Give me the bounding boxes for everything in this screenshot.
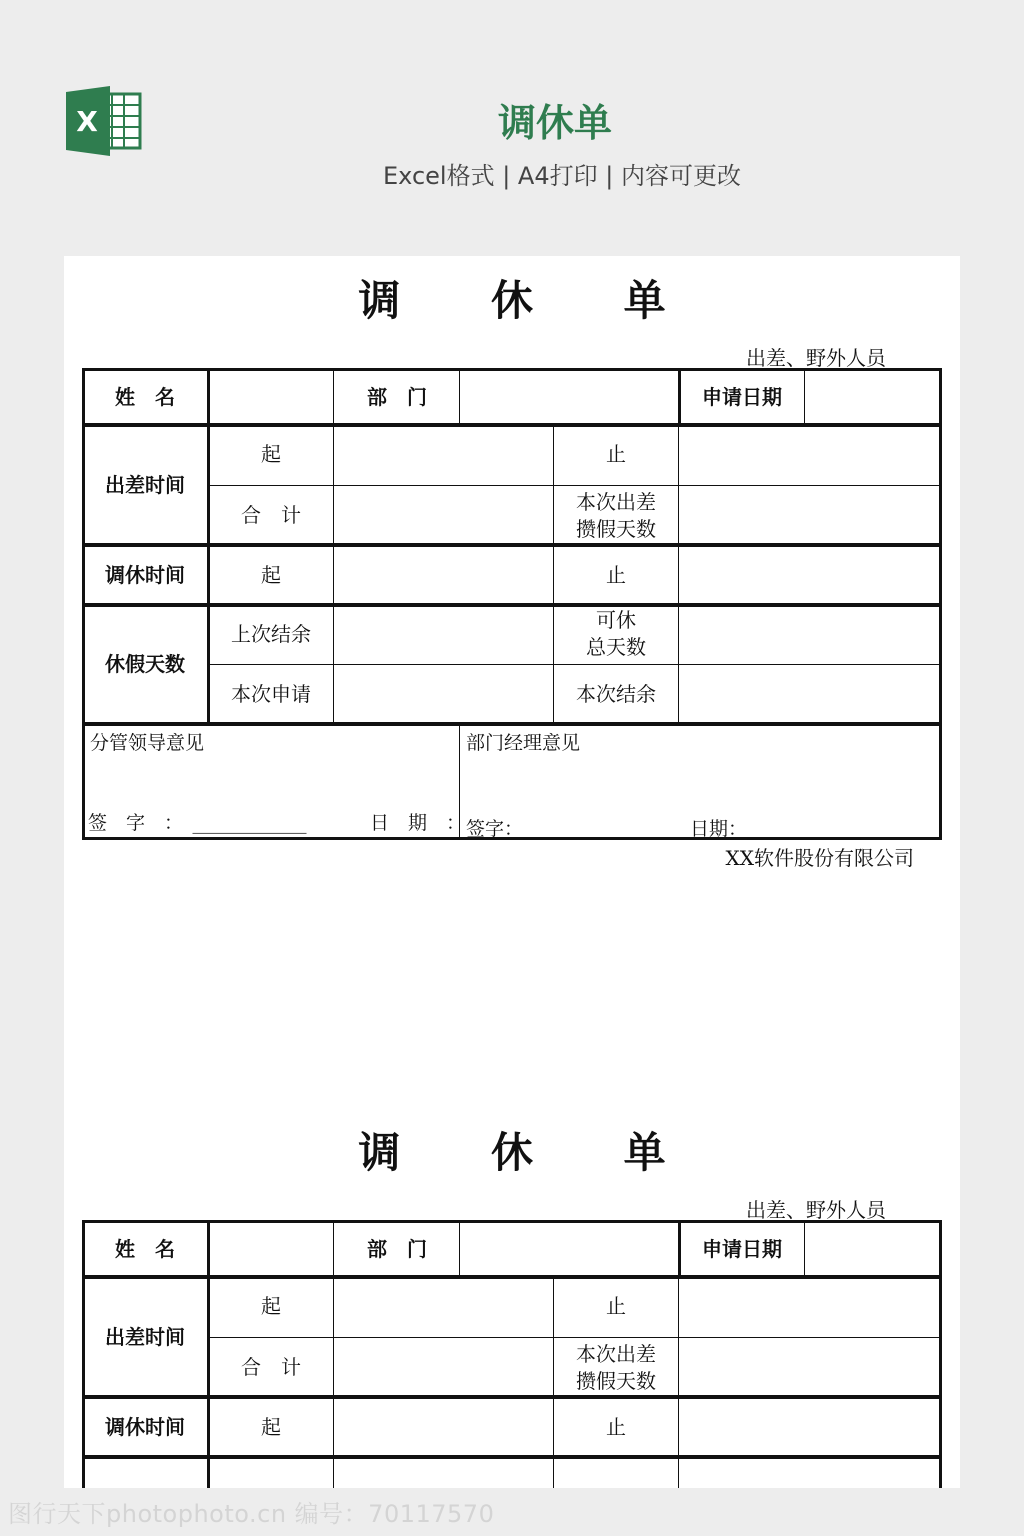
svg-text:X: X	[76, 105, 98, 138]
department-label: 部 门	[367, 1236, 427, 1261]
trip-total-label: 合 计	[241, 1355, 301, 1379]
watermark: 图行天下photophoto.cn 编号：70117570	[8, 1500, 495, 1528]
department-input[interactable]	[461, 371, 677, 423]
comp-time-label: 调休时间	[105, 1414, 185, 1439]
this-balance-input[interactable]	[680, 666, 939, 722]
this-balance-label: 本次结余	[576, 681, 656, 706]
apply-date-label: 申请日期	[702, 384, 782, 409]
trip-time-label: 出差时间	[105, 1324, 185, 1349]
trip-end-label: 止	[606, 442, 626, 466]
comp-start-input[interactable]	[334, 1399, 552, 1455]
last-balance-label: 上次结余	[231, 621, 311, 646]
comp-end-input[interactable]	[680, 1399, 939, 1455]
comp-time-label: 调休时间	[105, 562, 185, 587]
trip-time-label: 出差时间	[105, 472, 185, 497]
manager-opinion-label: 部门经理意见	[466, 732, 581, 754]
manager-date-field[interactable]: 日期：____________	[690, 818, 862, 840]
form-note: 出差、野外人员	[746, 346, 886, 370]
available-total-label: 可休 总天数	[586, 608, 646, 659]
trip-accrued-label: 本次出差 攒假天数	[576, 489, 656, 541]
page-title: 调休单	[497, 101, 612, 145]
trip-start-label: 起	[261, 442, 281, 466]
comp-start-label: 起	[261, 562, 281, 587]
form-title: 调 休 单	[358, 276, 704, 325]
department-input[interactable]	[461, 1223, 677, 1275]
this-request-label: 本次申请	[231, 681, 311, 706]
trip-total-input[interactable]	[334, 487, 552, 543]
comp-end-label: 止	[606, 1414, 626, 1439]
name-input[interactable]	[209, 1223, 332, 1275]
trip-start-label: 起	[261, 1294, 281, 1318]
form-grid	[82, 368, 942, 840]
trip-accrued-input[interactable]	[680, 487, 939, 543]
form-grid	[82, 1220, 942, 1488]
this-request-input[interactable]	[334, 666, 552, 722]
trip-accrued-label: 本次出差 攒假天数	[576, 1341, 656, 1393]
leader-opinion-label: 分管领导意见	[90, 732, 205, 754]
manager-sign-field[interactable]: 签字：____________	[466, 818, 638, 840]
trip-total-label: 合 计	[241, 503, 301, 527]
comp-start-input[interactable]	[334, 547, 552, 603]
leave-days-label: 休假天数	[105, 651, 185, 676]
department-label: 部 门	[367, 384, 427, 409]
page-subtitle: Excel格式 | A4打印 | 内容可更改	[383, 162, 741, 190]
leader-date-field[interactable]: 日 期 ：	[370, 812, 466, 834]
name-input[interactable]	[209, 371, 332, 423]
trip-end-input[interactable]	[680, 427, 939, 484]
apply-date-input[interactable]	[806, 371, 939, 423]
leader-sign-field[interactable]: 签 字 ： ____________	[88, 812, 307, 834]
trip-end-label: 止	[606, 1294, 626, 1318]
trip-start-input[interactable]	[334, 427, 552, 484]
trip-total-input[interactable]	[334, 1339, 552, 1395]
name-label: 姓 名	[115, 1236, 175, 1261]
available-total-input[interactable]	[680, 607, 939, 663]
form-title: 调 休 单	[358, 1128, 704, 1177]
comp-end-input[interactable]	[680, 547, 939, 603]
apply-date-input[interactable]	[806, 1223, 939, 1275]
trip-start-input[interactable]	[334, 1279, 552, 1336]
form-note: 出差、野外人员	[746, 1198, 886, 1222]
name-label: 姓 名	[115, 384, 175, 409]
trip-accrued-input[interactable]	[680, 1339, 939, 1395]
trip-end-input[interactable]	[680, 1279, 939, 1336]
company-name: XX软件股份有限公司	[725, 846, 914, 870]
apply-date-label: 申请日期	[702, 1236, 782, 1261]
comp-end-label: 止	[606, 562, 626, 587]
last-balance-input[interactable]	[334, 607, 552, 663]
comp-start-label: 起	[261, 1414, 281, 1439]
document-paper	[64, 256, 960, 1488]
